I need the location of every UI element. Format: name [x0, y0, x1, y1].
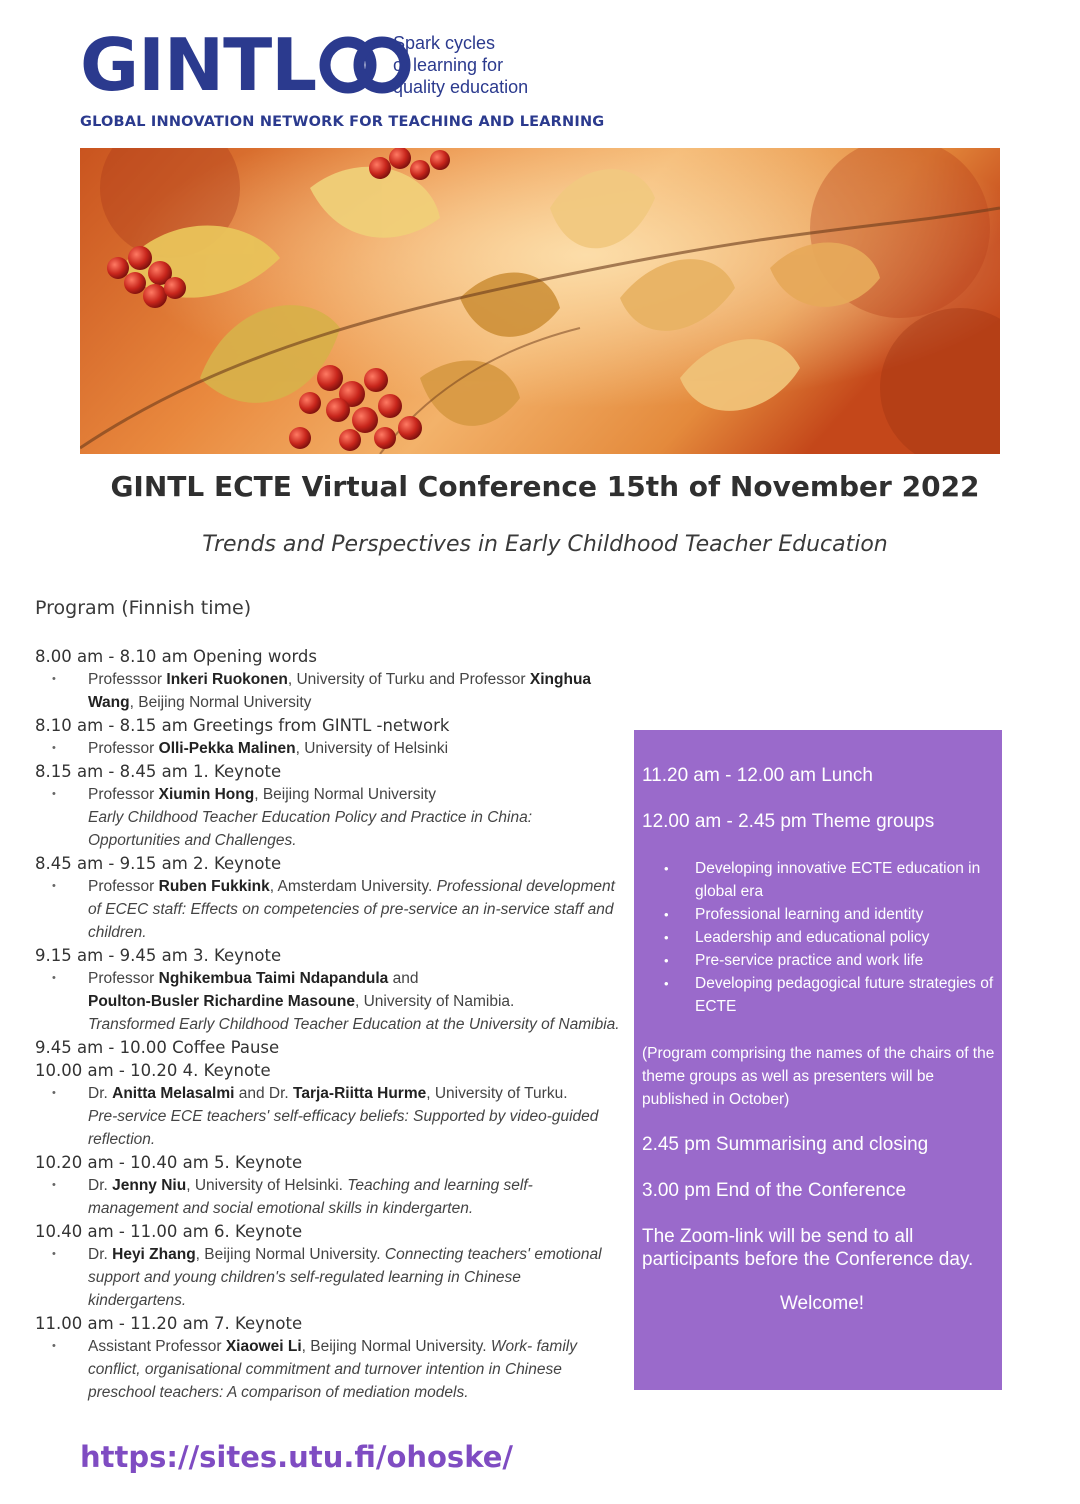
program-speaker-entry: • Assistant Professor Xiaowei Li, Beijing Normal University. Work- family conflict, organisational commitment and turnover intention in Chinese preschool teachers: A comparison of mediation models.	[35, 1335, 620, 1404]
talk-title: Teaching and learning self-management and social emotional skills in kindergarten.	[88, 1177, 533, 1217]
autumn-rowan-photo	[80, 148, 1000, 454]
program-time-slot: 9.15 am - 9.45 am 3. Keynote	[35, 946, 282, 965]
conference-title: GINTL ECTE Virtual Conference 15th of November 2022	[110, 470, 980, 503]
talk-title: Work- family conflict, organisational commitment and turnover intention in Chinese preschool teachers: A comparison of mediation models.	[88, 1338, 577, 1401]
end-slot: 3.00 pm End of the Conference	[642, 1180, 907, 1201]
gintl-logo	[80, 23, 605, 140]
speaker-name: Ruben Fukkink	[158, 878, 270, 895]
program-time-slot: 10.00 am - 10.20 4. Keynote	[35, 1061, 271, 1080]
speaker-name: Heyi Zhang	[112, 1246, 196, 1263]
list-item: • Leadership and educational policy	[664, 926, 1002, 949]
talk-title: Early Childhood Teacher Education Policy and Practice in China: Opportunities and Challenges.	[88, 809, 533, 849]
theme-groups-list	[664, 857, 1002, 1018]
talk-title: Professional development of ECEC staff: Effects on competencies of pre-service an in-service staff and children.	[88, 878, 615, 941]
speaker-name: Jenny Niu	[112, 1177, 187, 1194]
theme-groups-slot: 12.00 am - 2.45 pm Theme groups	[642, 811, 935, 832]
logo-tagline-line: Spark cycles	[393, 33, 496, 53]
list-item: • Developing pedagogical future strategies of ECTE	[664, 972, 1002, 1018]
list-item: • Developing innovative ECTE education in global era	[664, 857, 1002, 903]
list-item: • Pre-service practice and work life	[664, 949, 1002, 972]
program-time-slot: 11.00 am - 11.20 am 7. Keynote	[35, 1314, 303, 1333]
speaker-name: Tarja-Riitta Hurme	[293, 1085, 427, 1102]
list-item: • Professional learning and identity	[664, 903, 1002, 926]
program-time-slot: 8.10 am - 8.15 am Greetings from GINTL -network	[35, 716, 450, 735]
speaker-name: Nghikembua Taimi Ndapandula	[158, 970, 389, 987]
speaker-name: Xiumin Hong	[158, 786, 255, 803]
logo-tagline-line: quality education	[393, 77, 529, 97]
logo-tagline	[393, 32, 528, 98]
speaker-name: Poulton-Busler Richardine Masoune	[88, 993, 355, 1010]
program-speaker-entry: • Professsor Inkeri Ruokonen, University of Turku and Professor Xinghua Wang, Beijing Normal University	[35, 668, 620, 714]
speaker-name: Olli-Pekka Malinen	[158, 740, 296, 757]
program-speaker-entry: • Professor Olli-Pekka Malinen, University of Helsinki	[35, 737, 620, 760]
logo-network-name: GLOBAL INNOVATION NETWORK FOR TEACHING AND LEARNING	[80, 114, 605, 130]
closing-slot: 2.45 pm Summarising and closing	[642, 1134, 929, 1155]
speaker-name: Xiaowei Li	[225, 1338, 302, 1355]
program-time-slot: 8.00 am - 8.10 am Opening words	[35, 647, 318, 666]
hero-image	[80, 148, 1000, 454]
talk-title: Transformed Early Childhood Teacher Education at the University of Namibia.	[88, 1016, 620, 1033]
program-speaker-entry: • Dr. Anitta Melasalmi and Dr. Tarja-Riitta Hurme, University of Turku. Pre-service ECE teachers' self-efficacy beliefs: Supported by video-guided reflection.	[35, 1082, 620, 1151]
talk-title: Connecting teachers' emotional support and young children's self-regulated learning in Chinese kindergartens.	[88, 1246, 602, 1309]
program-time-slot: 8.45 am - 9.15 am 2. Keynote	[35, 854, 282, 873]
program-speaker-entry: • Dr. Jenny Niu, University of Helsinki. Teaching and learning self-management and social emotional skills in kindergarten.	[35, 1174, 620, 1220]
speaker-name: Xinghua Wang	[88, 671, 592, 711]
program-speaker-entry: • Professor Xiumin Hong, Beijing Normal University Early Childhood Teacher Education Policy and Practice in China: Opportunities and Challenges.	[35, 783, 620, 852]
zoom-note: The Zoom-link will be send to all participants before the Conference day.	[642, 1226, 974, 1270]
program-speaker-entry: • Dr. Heyi Zhang, Beijing Normal University. Connecting teachers' emotional support and young children's self-regulated learning in Chinese kindergartens.	[35, 1243, 620, 1312]
logo-wordmark	[80, 23, 414, 107]
program-speaker-entry: • Professor Ruben Fukkink, Amsterdam University. Professional development of ECEC staff: Effects on competencies of pre-service an in-service staff and children.	[35, 875, 620, 944]
lunch-slot: 11.20 am - 12.00 am Lunch	[642, 765, 873, 786]
schedule-sidebar	[634, 730, 1002, 1390]
program-list	[35, 645, 620, 1404]
conference-subtitle: Trends and Perspectives in Early Childhood Teacher Education	[202, 532, 888, 557]
program-time-slot: 10.40 am - 11.00 am 6. Keynote	[35, 1222, 303, 1241]
program-time-slot: 10.20 am - 10.40 am 5. Keynote	[35, 1153, 303, 1172]
speaker-name: Inkeri Ruokonen	[166, 671, 288, 688]
conference-url-link[interactable]: https://sites.utu.fi/ohoske/	[80, 1440, 513, 1474]
program-time-slot: 8.15 am - 8.45 am 1. Keynote	[35, 762, 282, 781]
program-speaker-entry: • Professor Nghikembua Taimi Ndapandula and Poulton-Busler Richardine Masoune, University of Namibia. Transformed Early Childhood Teacher Education at the University of Namibia.	[35, 967, 620, 1036]
welcome-text: Welcome!	[779, 1293, 865, 1314]
talk-title: Pre-service ECE teachers' self-efficacy beliefs: Supported by video-guided reflection.	[88, 1108, 599, 1148]
logo-letters: GINTL	[80, 23, 317, 107]
program-note: (Program comprising the names of the chairs of the theme groups as well as presenters will be published in October)	[642, 1045, 995, 1108]
speaker-name: Anitta Melasalmi	[112, 1085, 235, 1102]
logo-tagline-line: of learning for	[393, 55, 504, 75]
program-heading: Program (Finnish time)	[35, 597, 252, 619]
program-time-slot: 9.45 am - 10.00 Coffee Pause	[35, 1038, 280, 1057]
